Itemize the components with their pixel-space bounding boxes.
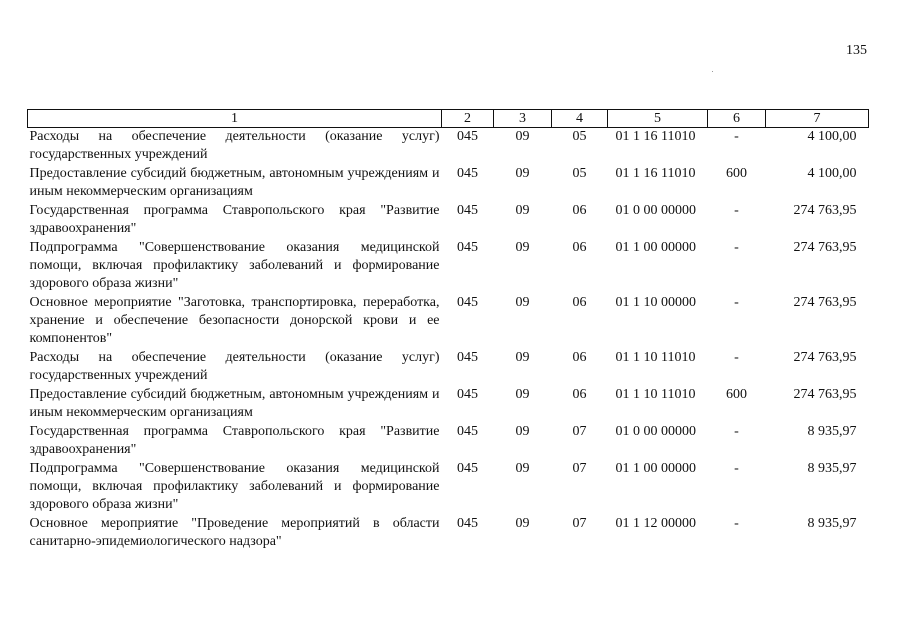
row-amount: 274 763,95 [793, 203, 857, 218]
row-expense-type: - [734, 240, 739, 255]
row-target-code: 01 1 10 00000 [615, 295, 696, 310]
row-expense-type: - [734, 295, 739, 310]
row-amount: 8 935,97 [807, 461, 857, 476]
scan-speck [712, 71, 713, 72]
row-subsection-code: 06 [572, 350, 587, 365]
row-target-code: 01 1 00 00000 [615, 240, 696, 255]
row-ministry-code: 045 [457, 387, 478, 402]
table-row [28, 515, 869, 552]
row-subsection-code: 05 [572, 166, 587, 181]
table-row [28, 202, 869, 239]
row-name: Основное мероприятие "Заготовка, транспортировка, переработка, хранение и обеспечение безопасности донорской крови и ее компонентов" [29, 295, 440, 346]
header-col-1: 1 [28, 110, 442, 128]
row-section-code: 09 [515, 203, 530, 218]
row-target-code: 01 1 10 11010 [615, 350, 696, 365]
row-ministry-code: 045 [457, 295, 478, 310]
row-subsection-code: 07 [572, 516, 587, 531]
row-subsection-code: 07 [572, 424, 587, 439]
row-section-code: 09 [515, 240, 530, 255]
row-subsection-code: 07 [572, 461, 587, 476]
row-section-code: 09 [515, 129, 530, 144]
row-section-code: 09 [515, 166, 530, 181]
table-row [28, 165, 869, 202]
row-ministry-code: 045 [457, 203, 478, 218]
header-col-5: 5 [608, 110, 708, 128]
row-target-code: 01 0 00 00000 [615, 203, 696, 218]
row-expense-type: - [734, 461, 739, 476]
header-col-3: 3 [494, 110, 552, 128]
row-amount: 4 100,00 [807, 129, 857, 144]
row-subsection-code: 06 [572, 387, 587, 402]
row-amount: 274 763,95 [793, 387, 857, 402]
row-ministry-code: 045 [457, 166, 478, 181]
header-col-6: 6 [708, 110, 766, 128]
row-name: Подпрограмма "Совершенствование оказания медицинской помощи, включая профилактику заболеваний и формирование здорового образа жизни" [29, 461, 440, 512]
row-section-code: 09 [515, 461, 530, 476]
row-amount: 8 935,97 [807, 516, 857, 531]
row-name: Государственная программа Ставропольского края "Развитие здравоохранения" [29, 424, 440, 457]
row-target-code: 01 1 16 11010 [615, 166, 696, 181]
row-ministry-code: 045 [457, 424, 478, 439]
header-row [28, 110, 869, 128]
row-expense-type: - [734, 424, 739, 439]
budget-table [27, 109, 869, 552]
row-target-code: 01 1 12 00000 [615, 516, 696, 531]
row-expense-type: 600 [726, 166, 747, 181]
table-row [28, 423, 869, 460]
row-expense-type: - [734, 350, 739, 365]
table-row [28, 386, 869, 423]
row-name: Предоставление субсидий бюджетным, автономным учреждениям и иным некоммерческим организациям [29, 166, 440, 199]
row-subsection-code: 06 [572, 203, 587, 218]
row-ministry-code: 045 [457, 350, 478, 365]
row-amount: 274 763,95 [793, 240, 857, 255]
row-subsection-code: 05 [572, 129, 587, 144]
row-section-code: 09 [515, 387, 530, 402]
row-amount: 274 763,95 [793, 350, 857, 365]
row-subsection-code: 06 [572, 240, 587, 255]
row-ministry-code: 045 [457, 461, 478, 476]
row-target-code: 01 1 16 11010 [615, 129, 696, 144]
header-col-2: 2 [442, 110, 494, 128]
table-row [28, 460, 869, 515]
header-col-7: 7 [766, 110, 869, 128]
page-number: 135 [846, 43, 867, 58]
row-name: Подпрограмма "Совершенствование оказания медицинской помощи, включая профилактику заболеваний и формирование здорового образа жизни" [29, 240, 440, 291]
row-subsection-code: 06 [572, 295, 587, 310]
row-section-code: 09 [515, 350, 530, 365]
header-col-4: 4 [552, 110, 608, 128]
row-expense-type: 600 [726, 387, 747, 402]
row-ministry-code: 045 [457, 240, 478, 255]
row-target-code: 01 0 00 00000 [615, 424, 696, 439]
table-row [28, 128, 869, 166]
row-name: Расходы на обеспечение деятельности (оказание услуг) государственных учреждений [29, 350, 440, 383]
row-name: Основное мероприятие "Проведение мероприятий в области санитарно-эпидемиологического надзора" [29, 516, 440, 549]
table-row [28, 239, 869, 294]
row-ministry-code: 045 [457, 129, 478, 144]
row-name: Расходы на обеспечение деятельности (оказание услуг) государственных учреждений [29, 129, 440, 162]
row-section-code: 09 [515, 295, 530, 310]
table-header [28, 110, 869, 128]
row-expense-type: - [734, 129, 739, 144]
row-target-code: 01 1 10 11010 [615, 387, 696, 402]
row-ministry-code: 045 [457, 516, 478, 531]
row-amount: 8 935,97 [807, 424, 857, 439]
row-expense-type: - [734, 516, 739, 531]
table-row [28, 349, 869, 386]
row-section-code: 09 [515, 424, 530, 439]
row-target-code: 01 1 00 00000 [615, 461, 696, 476]
row-name: Предоставление субсидий бюджетным, автономным учреждениям и иным некоммерческим организациям [29, 387, 440, 420]
row-name: Государственная программа Ставропольского края "Развитие здравоохранения" [29, 203, 440, 236]
row-amount: 274 763,95 [793, 295, 857, 310]
row-amount: 4 100,00 [807, 166, 857, 181]
table-body [28, 128, 869, 553]
table-row [28, 294, 869, 349]
row-expense-type: - [734, 203, 739, 218]
row-section-code: 09 [515, 516, 530, 531]
